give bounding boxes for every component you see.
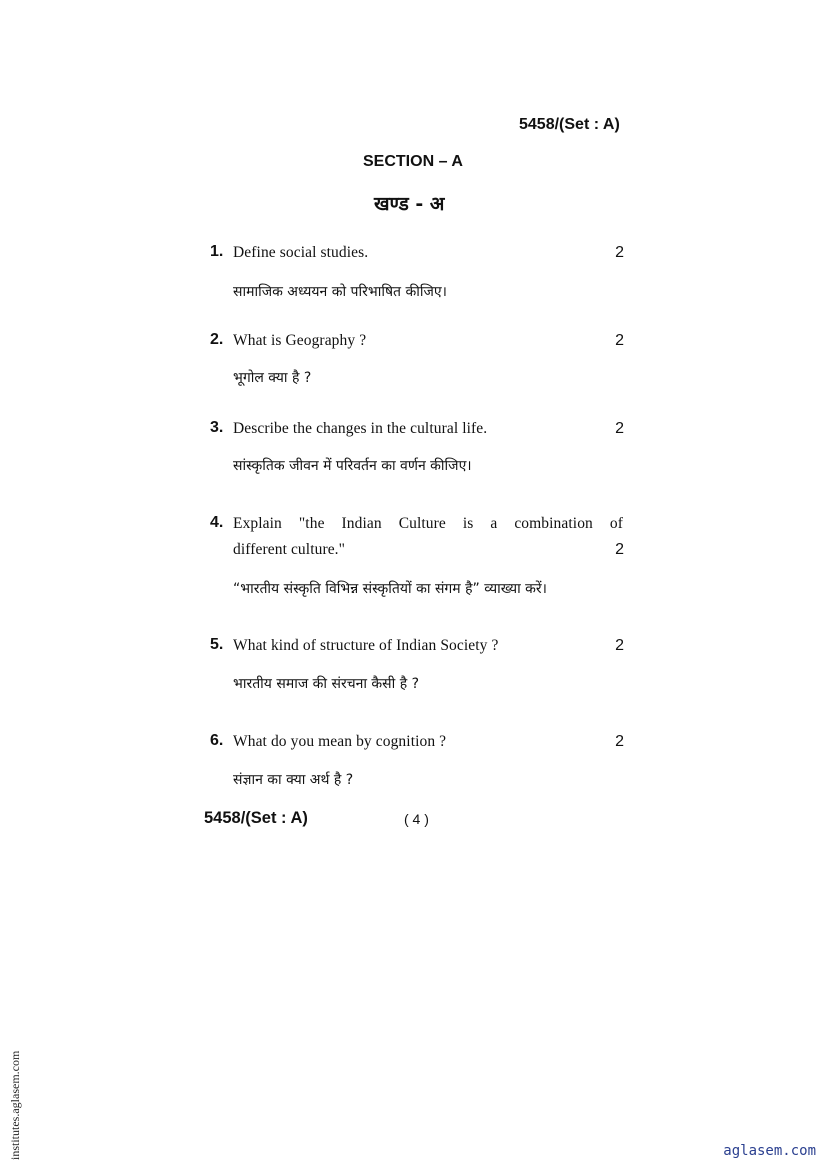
question-text-english: Define social studies. bbox=[233, 244, 369, 261]
question-text-hindi: “भारतीय संस्कृति विभिन्न संस्कृतियों का संगम है” व्याख्या करें। bbox=[233, 581, 547, 597]
paper-code-footer: 5458/(Set : A) bbox=[204, 809, 308, 827]
page-number: ( 4 ) bbox=[404, 811, 429, 827]
question-text-english-line2: different culture." bbox=[233, 541, 346, 558]
question-number: 5. bbox=[210, 636, 224, 653]
question-marks: 2 bbox=[615, 244, 624, 261]
question-marks: 2 bbox=[615, 420, 624, 437]
question-number: 3. bbox=[210, 419, 224, 436]
question-marks: 2 bbox=[615, 541, 624, 558]
brand-watermark: aglasem.com bbox=[723, 1143, 816, 1159]
side-watermark: institutes.aglasem.com bbox=[8, 1050, 22, 1160]
question-number: 6. bbox=[210, 732, 224, 749]
question-text-english: Describe the changes in the cultural life. bbox=[233, 420, 488, 437]
section-title-hindi: खण्ड - अ bbox=[374, 193, 445, 215]
question-text-hindi: सामाजिक अध्ययन को परिभाषित कीजिए। bbox=[233, 284, 447, 300]
paper-code-header: 5458/(Set : A) bbox=[519, 116, 620, 133]
question-text-hindi: भारतीय समाज की संरचना कैसी है ? bbox=[233, 676, 420, 692]
question-number: 2. bbox=[210, 331, 224, 348]
question-text-english-line1: Explain "the Indian Culture is a combination of bbox=[233, 515, 623, 532]
question-text-hindi: संज्ञान का क्या अर्थ है ? bbox=[233, 772, 354, 788]
question-marks: 2 bbox=[615, 332, 624, 349]
question-text-hindi: सांस्कृतिक जीवन में परिवर्तन का वर्णन कीजिए। bbox=[233, 458, 472, 474]
question-marks: 2 bbox=[615, 637, 624, 654]
question-number: 1. bbox=[210, 243, 224, 260]
question-text-english: What kind of structure of Indian Society ? bbox=[233, 637, 499, 654]
section-title: SECTION – A bbox=[363, 153, 463, 170]
question-text-hindi: भूगोल क्या है ? bbox=[233, 370, 312, 386]
question-text-english: What is Geography ? bbox=[233, 332, 367, 349]
question-marks: 2 bbox=[615, 733, 624, 750]
question-text-english: What do you mean by cognition ? bbox=[233, 733, 447, 750]
question-number: 4. bbox=[210, 514, 224, 531]
